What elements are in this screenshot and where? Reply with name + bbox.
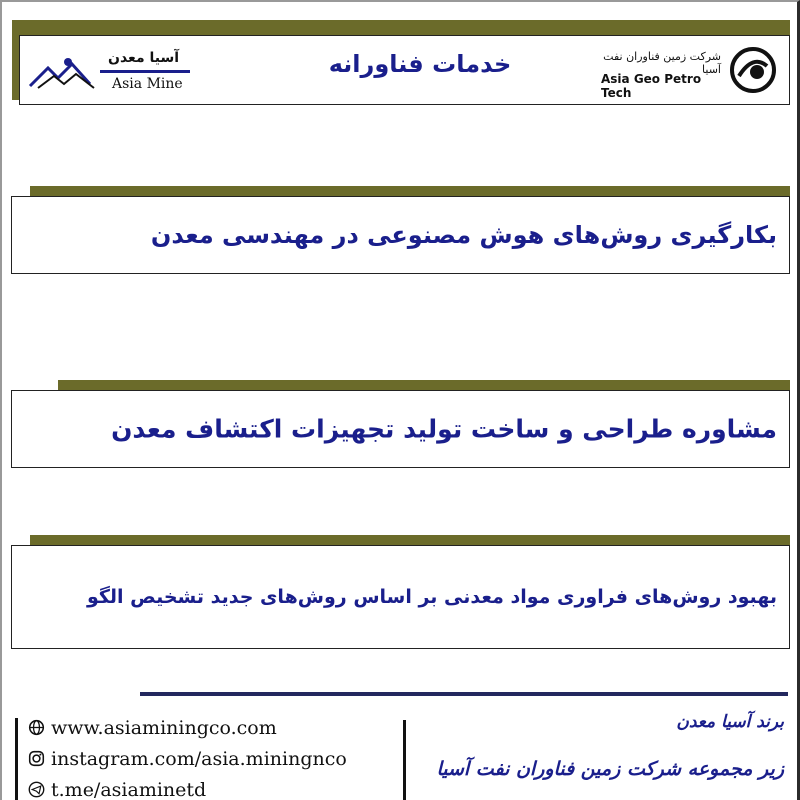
service-card (11, 545, 790, 649)
contact-list (27, 712, 387, 800)
parent-company-line: زیر مجموعه شرکت زمین فناوران نفت آسیا (436, 758, 784, 780)
header-box (19, 35, 790, 105)
asia-geo-petro-logo (601, 42, 781, 98)
logo-bar (100, 70, 190, 73)
telegram-text: t.me/asiaminetd (51, 778, 207, 800)
left-edge-line (15, 718, 18, 800)
service-card (11, 390, 790, 468)
footer-divider (403, 720, 406, 800)
page-title: خدمات فناورانه (328, 50, 512, 78)
brand-line: برند آسیا معدن (676, 712, 784, 732)
service-label: بهبود روش‌های فراوری مواد معدنی بر اساس روش‌های جدید تشخیص الگو (86, 586, 777, 608)
instagram-icon (27, 750, 45, 768)
company-name-en: Asia Geo Petro Tech (601, 72, 702, 100)
service-label: بکارگیری روش‌های هوش مصنوعی در مهندسی معدن (150, 221, 777, 249)
instagram-link[interactable] (27, 743, 387, 774)
footer-rule (140, 692, 788, 696)
mountain-logo-icon (28, 54, 100, 94)
telegram-link[interactable] (27, 774, 387, 800)
asia-mine-name-en: Asia Mine (112, 76, 183, 92)
company-emblem-icon (729, 46, 777, 94)
company-name-fa: شرکت زمین فناوران نفت آسیا (603, 50, 721, 76)
website-link[interactable] (27, 712, 387, 743)
service-label: مشاوره طراحی و ساخت تولید تجهیزات اکتشاف معدن (111, 414, 777, 444)
asia-mine-logo (28, 44, 198, 96)
service-card (11, 196, 790, 274)
website-text: www.asiaminingco.com (51, 716, 277, 739)
instagram-text: instagram.com/asia.miningnco (51, 747, 347, 770)
globe-icon (27, 719, 45, 737)
telegram-icon (27, 781, 45, 799)
asia-mine-name-fa: آسیا معدن (108, 50, 180, 66)
